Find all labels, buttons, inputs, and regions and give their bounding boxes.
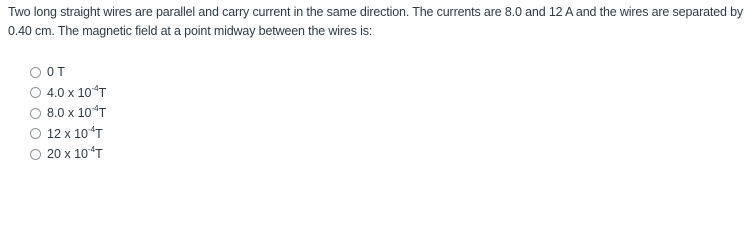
radio-button[interactable] [30,149,41,160]
radio-button[interactable] [30,108,41,119]
answer-label [47,83,107,100]
answer-unit: T [95,147,103,162]
answer-value: 8.0 x 10 [47,106,92,121]
answer-label [47,147,103,161]
answer-exponent: -4 [91,104,99,114]
answer-value: 20 x 10 [47,147,89,162]
answer-value: 0 T [47,65,65,80]
answer-option-2[interactable] [30,83,106,104]
answer-option-4[interactable] [30,124,106,145]
radio-button[interactable] [30,87,41,98]
answer-exponent: -4 [88,145,96,155]
answer-unit: T [98,85,107,100]
answer-unit: T [95,126,103,141]
answer-value: 12 x 10 [47,126,89,141]
answer-list [30,62,106,165]
answer-label [47,106,106,120]
answer-value: 4.0 x 10 [47,85,92,100]
answer-label [47,65,65,79]
answer-option-5[interactable] [30,144,106,165]
answer-unit: T [98,106,107,121]
question-text: Two long straight wires are parallel and carry current in the same direction. The currents are 8.0 and 12 A and the wires are separated by 0.40 cm. The magnetic field at a point midway between the wires is: [8,5,744,38]
answer-exponent: -4 [88,124,96,134]
answer-option-1[interactable] [30,62,106,83]
answer-label [47,124,103,141]
answer-exponent: -4 [91,83,99,93]
answer-option-3[interactable] [30,103,106,124]
radio-button[interactable] [30,67,41,78]
radio-button[interactable] [30,128,41,139]
